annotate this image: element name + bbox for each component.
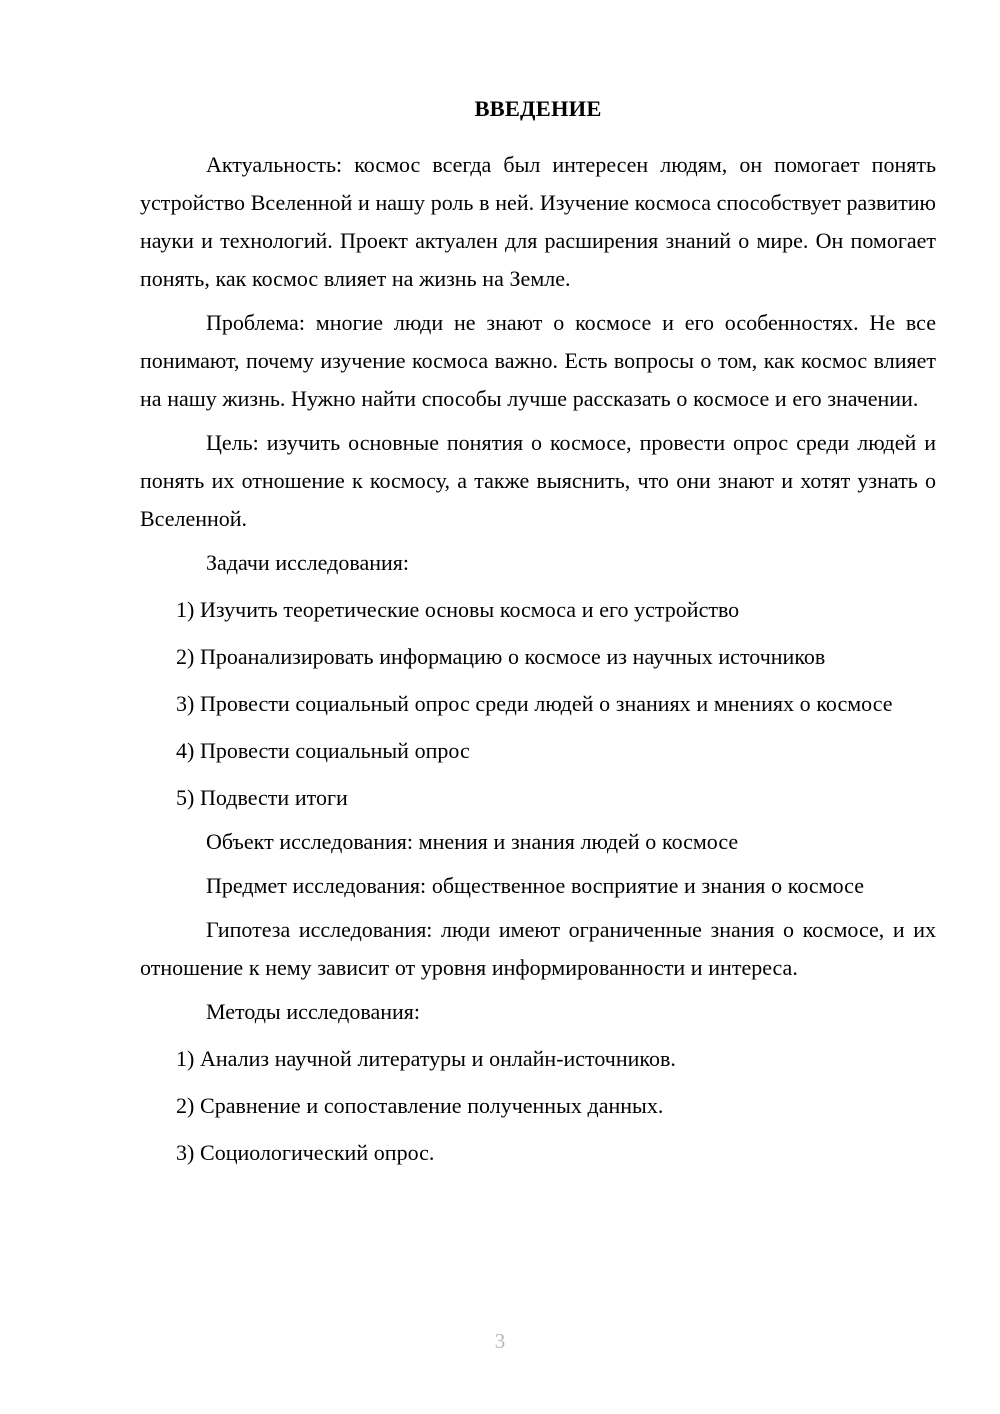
paragraph-subject: Предмет исследования: общественное восприятие и знания о космосе <box>206 872 864 898</box>
spacer <box>140 1125 936 1134</box>
list-item: 5) Подвести итоги <box>176 784 348 810</box>
spacer-after-title <box>140 121 936 146</box>
paragraph-hypothesis: Гипотеза исследования: люди имеют ограниченные знания о космосе, и их отношение к нему зависит от уровня информированности и интереса. <box>140 916 936 980</box>
spacer <box>140 770 936 779</box>
spacer <box>140 676 936 685</box>
spacer <box>140 629 936 638</box>
paragraph-problem: Проблема: многие люди не знают о космосе и его особенностях. Не все понимают, почему изучение космоса важно. Есть вопросы о том, как космос влияет на нашу жизнь. Нужно найти способы лучше рассказать о космосе и его значении. <box>140 309 936 411</box>
page-number: 3 <box>494 1329 506 1353</box>
list-item: 3) Социологический опрос. <box>176 1139 435 1165</box>
list-item: 4) Провести социальный опрос <box>176 737 470 763</box>
spacer <box>140 582 936 591</box>
page-title: ВВЕДЕНИЕ <box>474 96 602 121</box>
spacer <box>140 1031 936 1040</box>
list-item: 1) Анализ научной литературы и онлайн-источников. <box>176 1045 676 1071</box>
spacer <box>140 1078 936 1087</box>
paragraph-object: Объект исследования: мнения и знания людей о космосе <box>206 828 739 854</box>
paragraph-goal: Цель: изучить основные понятия о космосе, провести опрос среди людей и понять их отношение к космосу, а также выяснить, что они знают и хотят узнать о Вселенной. <box>140 429 936 531</box>
list-item: 1) Изучить теоретические основы космоса и его устройство <box>176 596 740 622</box>
list-item: 2) Сравнение и сопоставление полученных данных. <box>176 1092 664 1118</box>
spacer <box>140 723 936 732</box>
document-body <box>140 0 936 1172</box>
paragraph-relevance: Актуальность: космос всегда был интересен людям, он помогает понять устройство Вселенной и нашу роль в ней. Изучение космоса способствует развитию науки и технологий. Проект актуален для расширения знаний о мире. Он помогает понять, как космос влияет на жизнь на Земле. <box>140 151 936 291</box>
list-item: 3) Провести социальный опрос среди людей о знаниях и мнениях о космосе <box>176 690 893 716</box>
list-item: 2) Проанализировать информацию о космосе из научных источников <box>176 643 826 669</box>
heading-tasks: Задачи исследования: <box>206 549 409 575</box>
heading-methods: Методы исследования: <box>206 998 420 1024</box>
